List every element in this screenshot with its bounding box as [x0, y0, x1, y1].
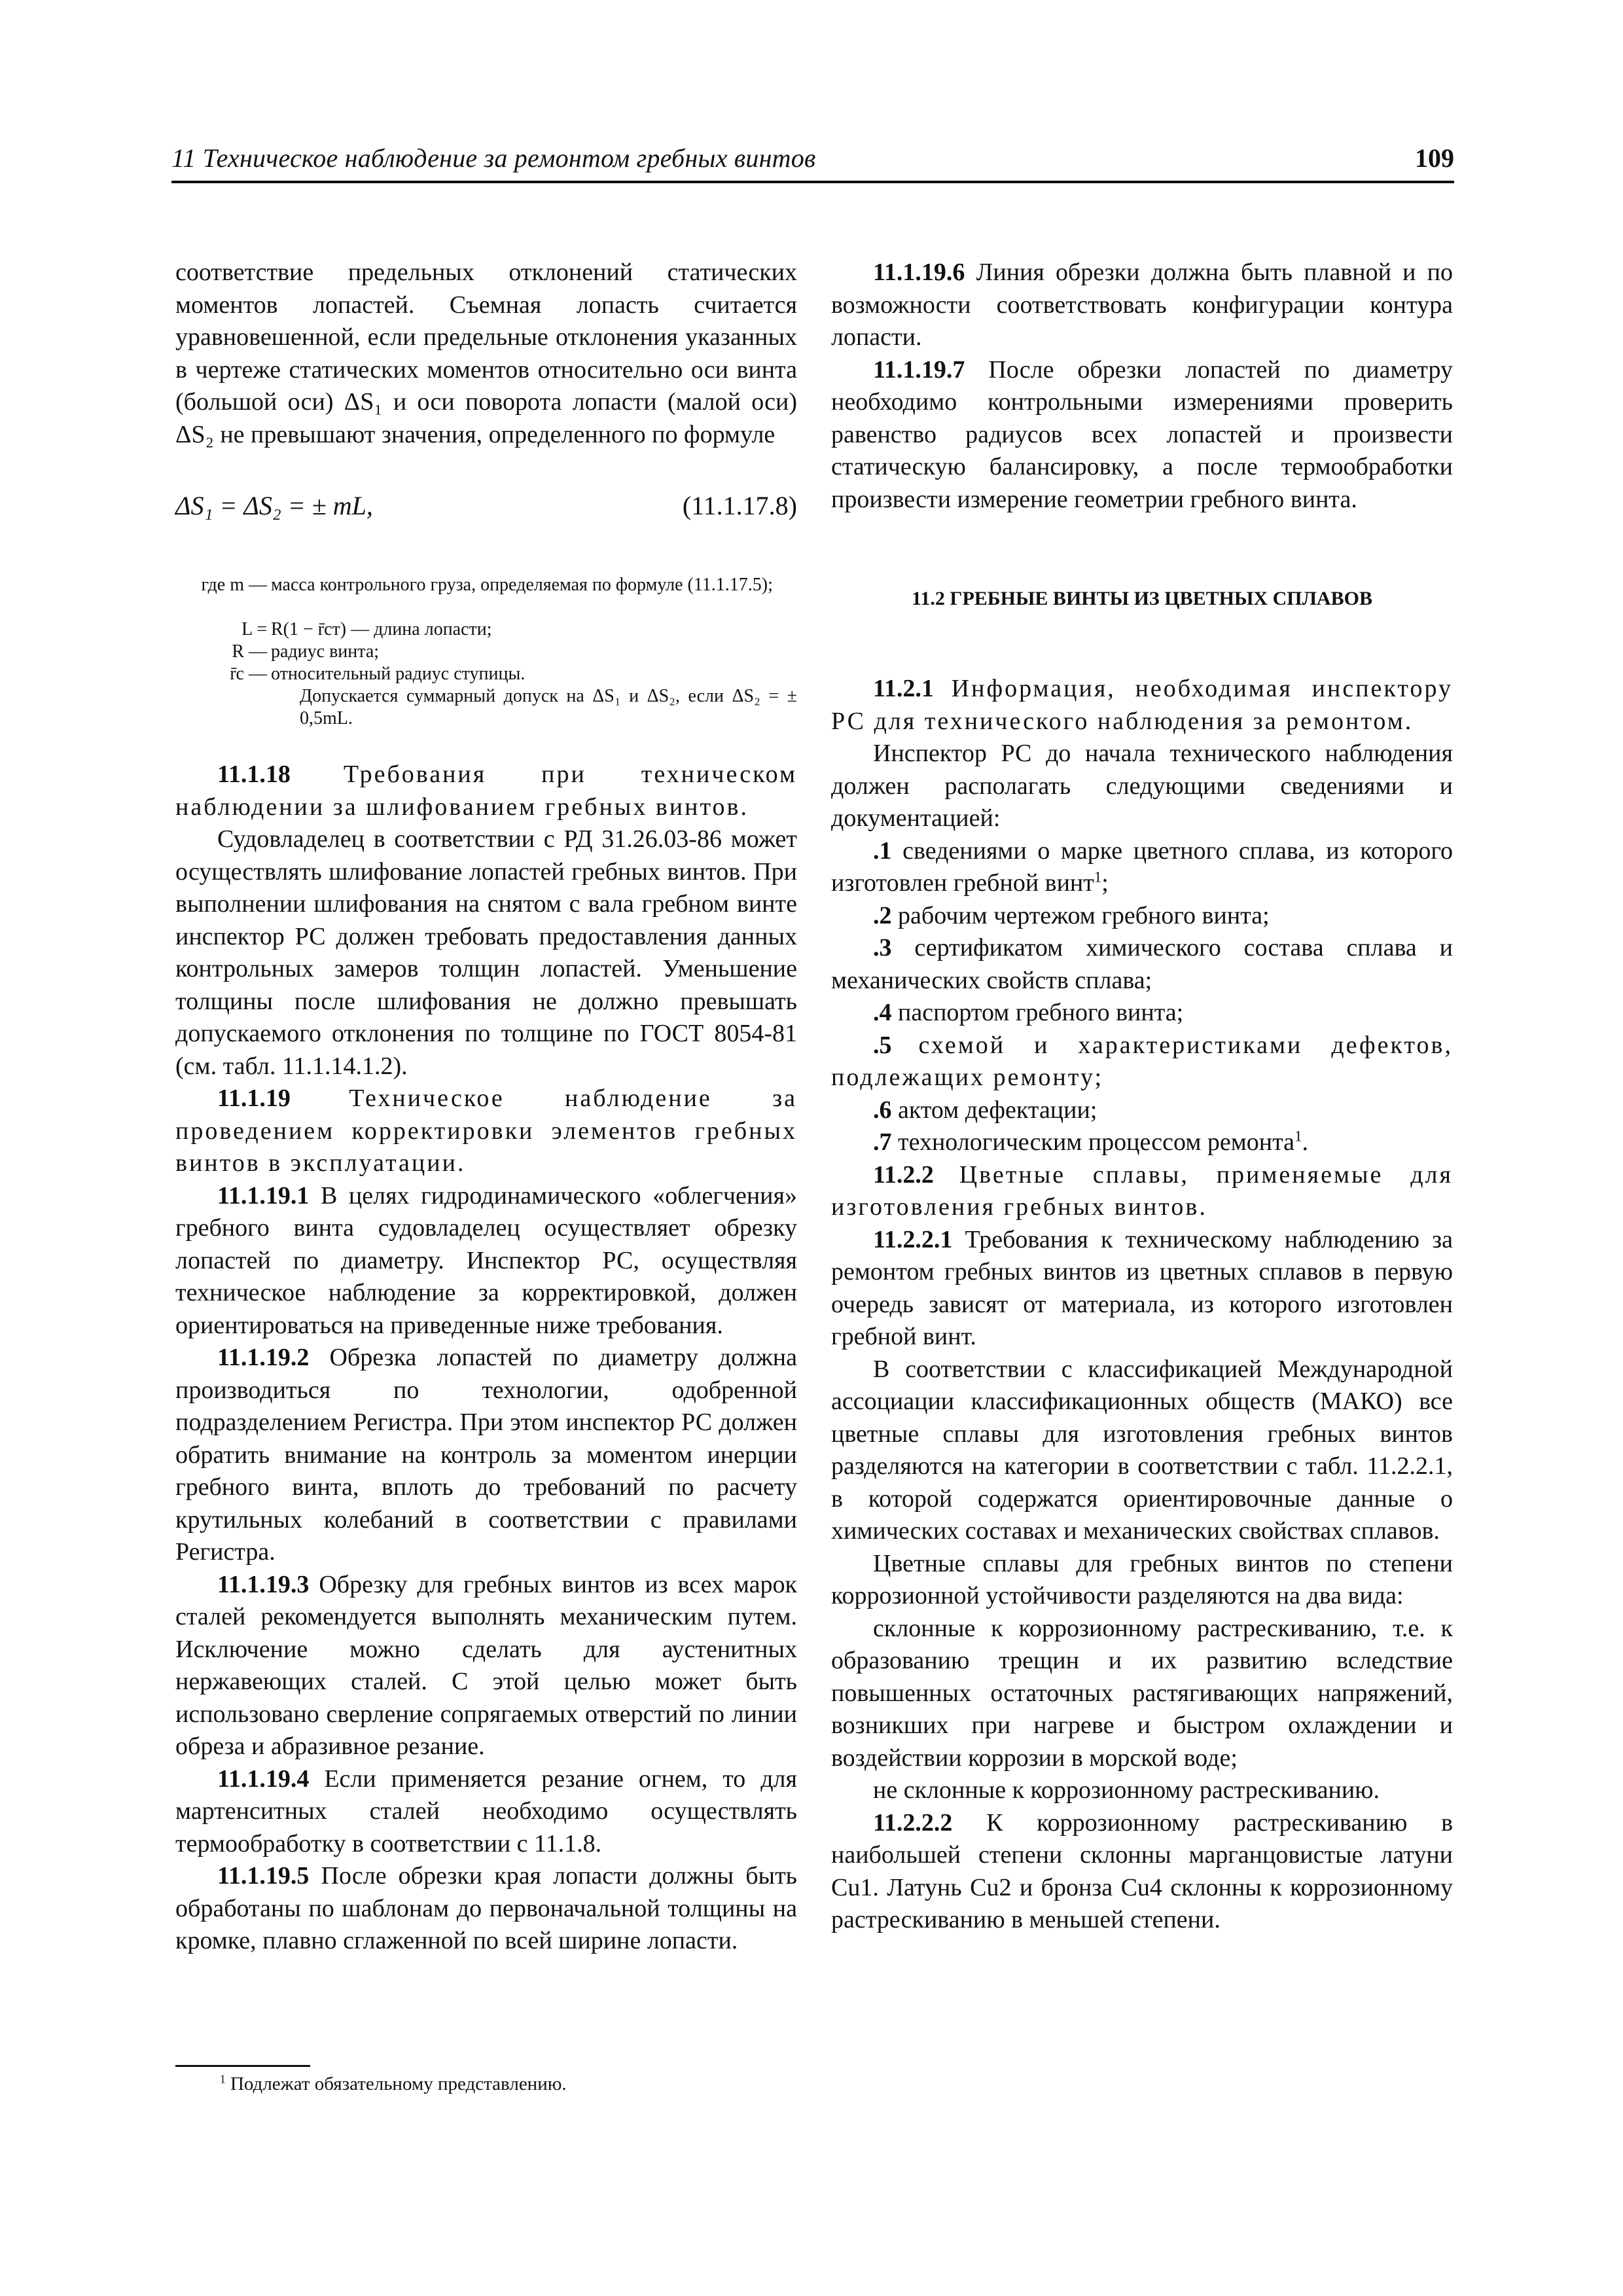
clause-11-1-18: 11.1.18 Требования при техническом наблюдении за шлифованием гребных винтов.	[175, 761, 797, 821]
list-item: .4 паспортом гребного винта;	[873, 999, 1184, 1026]
footnote	[220, 2073, 567, 2095]
legend-note-row	[175, 685, 797, 730]
legend-row	[175, 641, 797, 663]
formula-legend	[175, 574, 797, 730]
paragraph: Цветные сплавы для гребных винтов по степени коррозионной устойчивости разделяются на два вида:	[831, 1549, 1453, 1609]
formula-number: (11.1.17.8)	[682, 491, 797, 520]
legend-symbol: r̄с —	[230, 664, 267, 684]
formula-expression: ΔS₁ = ΔS₂ = ± mL,	[175, 491, 373, 520]
legend-text: масса контрольного груза, определяемая по формуле (11.1.17.5);	[271, 575, 773, 595]
clause-11-1-19-4: 11.1.19.4 Если применяется резание огнем, то для мартенситных сталей необходимо осуществлять термообработку в соответствии с 11.1.8.	[175, 1765, 797, 1857]
clause-11-2-2-1: 11.2.2.1 Требования к техническому наблюдению за ремонтом гребных винтов из цветных сплавов в первую очередь зависят от материала, из которого изготовлен гребной винт.	[831, 1225, 1454, 1350]
paragraph: Инспектор РС до начала технического наблюдения должен располагать следующими сведениями и документацией:	[831, 740, 1453, 832]
clause-11-1-19-6: 11.1.19.6 Линия обрезки должна быть плавной и по возможности соответствовать конфигурации контура лопасти.	[831, 259, 1453, 351]
legend-symbol: L =	[241, 619, 267, 639]
list-item: .3 сертификатом химического состава сплава и механических свойств сплава;	[831, 934, 1454, 994]
section-heading: 11.2 ГРЕБНЫЕ ВИНТЫ ИЗ ЦВЕТНЫХ СПЛАВОВ	[912, 588, 1372, 609]
running-header	[171, 143, 1454, 183]
clause-11-2-2: 11.2.2 Цветные сплавы, применяемые для изготовления гребных винтов.	[831, 1160, 1454, 1221]
footnote-text: Подлежат обязательному представлению.	[230, 2073, 567, 2094]
paragraph: Судовладелец в соответствии с РД 31.26.03-86 может осуществлять шлифование лопастей гребных винтов. При выполнении шлифования на снятом с вала гребном винте инспектор РС должен требовать предоставления данных контрольных замеров толщин лопастей. Уменьшение толщины после шлифования не должно превышать допускаемого отклонения по толщине по ГОСТ 8054-81 (см. табл. 11.1.14.1.2).	[175, 825, 797, 1080]
paragraph: соответствие предельных отклонений статических моментов лопастей. Съемная лопасть считается уравновешенной, если предельные отклонения указанных в чертеже статических моментов относительно оси винта (большой оси) ΔS₁ и оси поворота лопасти (малой оси) ΔS₂ не превышают значения, определенного по формуле	[175, 259, 797, 448]
running-title: 11 Техническое наблюдение за ремонтом гребных винтов	[171, 143, 816, 173]
legend-text: относительный радиус ступицы.	[271, 664, 526, 684]
legend-note: Допускается суммарный допуск на ΔS₁ и ΔS₂, если ΔS₂ = ± 0,5mL.	[300, 686, 797, 728]
legend-text: R(1 − r̄ст) — длина лопасти;	[271, 619, 492, 639]
legend-symbol: R —	[232, 641, 267, 662]
list-item: .7 технологическим процессом ремонта$^1$.	[873, 1128, 1308, 1156]
clause-11-1-19-3: 11.1.19.3 Обрезку для гребных винтов из всех марок сталей рекомендуется выполнять механическим путем. Исключение можно сделать для аустенитных нержавеющих сталей. С этой целью может быть использовано сверление сопрягаемых отверстий по линии обреза и абразивное резание.	[175, 1570, 798, 1760]
legend-row	[175, 663, 797, 685]
paragraph: не склонные к коррозионному растрескиванию.	[873, 1776, 1380, 1804]
clause-11-2-2-2: 11.2.2.2 К коррозионному растрескиванию в наибольшей степени склонны марганцовистые латуни Cu1. Латунь Cu2 и бронза Cu4 склонны к коррозионному растрескиванию в меньшей степени.	[831, 1808, 1454, 1933]
list-item: .1 сведениями о марке цветного сплава, из которого изготовлен гребной винт$^1$;	[831, 836, 1454, 897]
clause-11-1-19-5: 11.1.19.5 После обрезки края лопасти должны быть обработаны по шаблонам до первоначальной толщины на кромке, плавно сглаженной по всей ширине лопасти.	[175, 1862, 797, 1954]
clause-11-2-1: 11.2.1 Информация, необходимая инспектору РС для технического наблюдения за ремонтом.	[831, 675, 1453, 735]
legend-symbol: где m —	[201, 575, 267, 595]
clause-11-1-19: 11.1.19 Техническое наблюдение за проведением корректировки элементов гребных винтов в эксплуатации.	[175, 1085, 797, 1177]
clause-11-1-19-1: 11.1.19.1 В целях гидродинамического «облегчения» гребного винта судовладелец осуществляет обрезку лопастей по диаметру. Инспектор РС, осуществляя техническое наблюдение за корректировкой, должен ориентироваться на приведенные ниже требования.	[175, 1181, 797, 1339]
clause-11-1-19-2: 11.1.19.2 Обрезка лопастей по диаметру должна производиться по технологии, одобренной подразделением Регистра. При этом инспектор РС должен обратить внимание на контроль за моментом инерции гребного винта, вплоть до требований по расчету крутильных колебаний в соответствии с правилами Регистра.	[175, 1344, 797, 1566]
footnote-mark: 1	[220, 2072, 226, 2086]
list-item: .2 рабочим чертежом гребного винта;	[873, 901, 1270, 929]
page-number: 109	[1415, 143, 1454, 173]
clause-11-1-19-7: 11.1.19.7 После обрезки лопастей по диаметру необходимо контрольными измерениями проверить равенство радиусов всех лопастей и произвести статическую балансировку, а после термообработки произвести измерение геометрии гребного винта.	[831, 355, 1453, 513]
paragraph: склонные к коррозионному растрескиванию, т.е. к образованию трещин и их развитию вследствие повышенных остаточных растягивающих напряжений, возникших при нагреве и быстром охлаждении и воздействии коррозии в морской воде;	[831, 1614, 1453, 1772]
list-item: .5 схемой и характеристиками дефектов, подлежащих ремонту;	[831, 1031, 1453, 1091]
right-column	[831, 257, 1453, 1937]
legend-text: радиус винта;	[271, 641, 380, 662]
legend-row	[175, 619, 797, 641]
formula	[175, 490, 797, 529]
list-item: .6 актом дефектации;	[873, 1096, 1097, 1124]
left-column	[175, 257, 797, 1958]
paragraph: В соответствии с классификацией Международной ассоциации классификационных обществ (МАКО) все цветные сплавы для изготовления гребных винтов разделяются на категории в соответствии с табл. 11.2.2.1, в которой содержатся ориентировочные данные о химических составах и механических свойствах сплавов.	[831, 1355, 1453, 1545]
footnote-rule	[175, 2065, 310, 2067]
legend-row	[175, 574, 797, 619]
